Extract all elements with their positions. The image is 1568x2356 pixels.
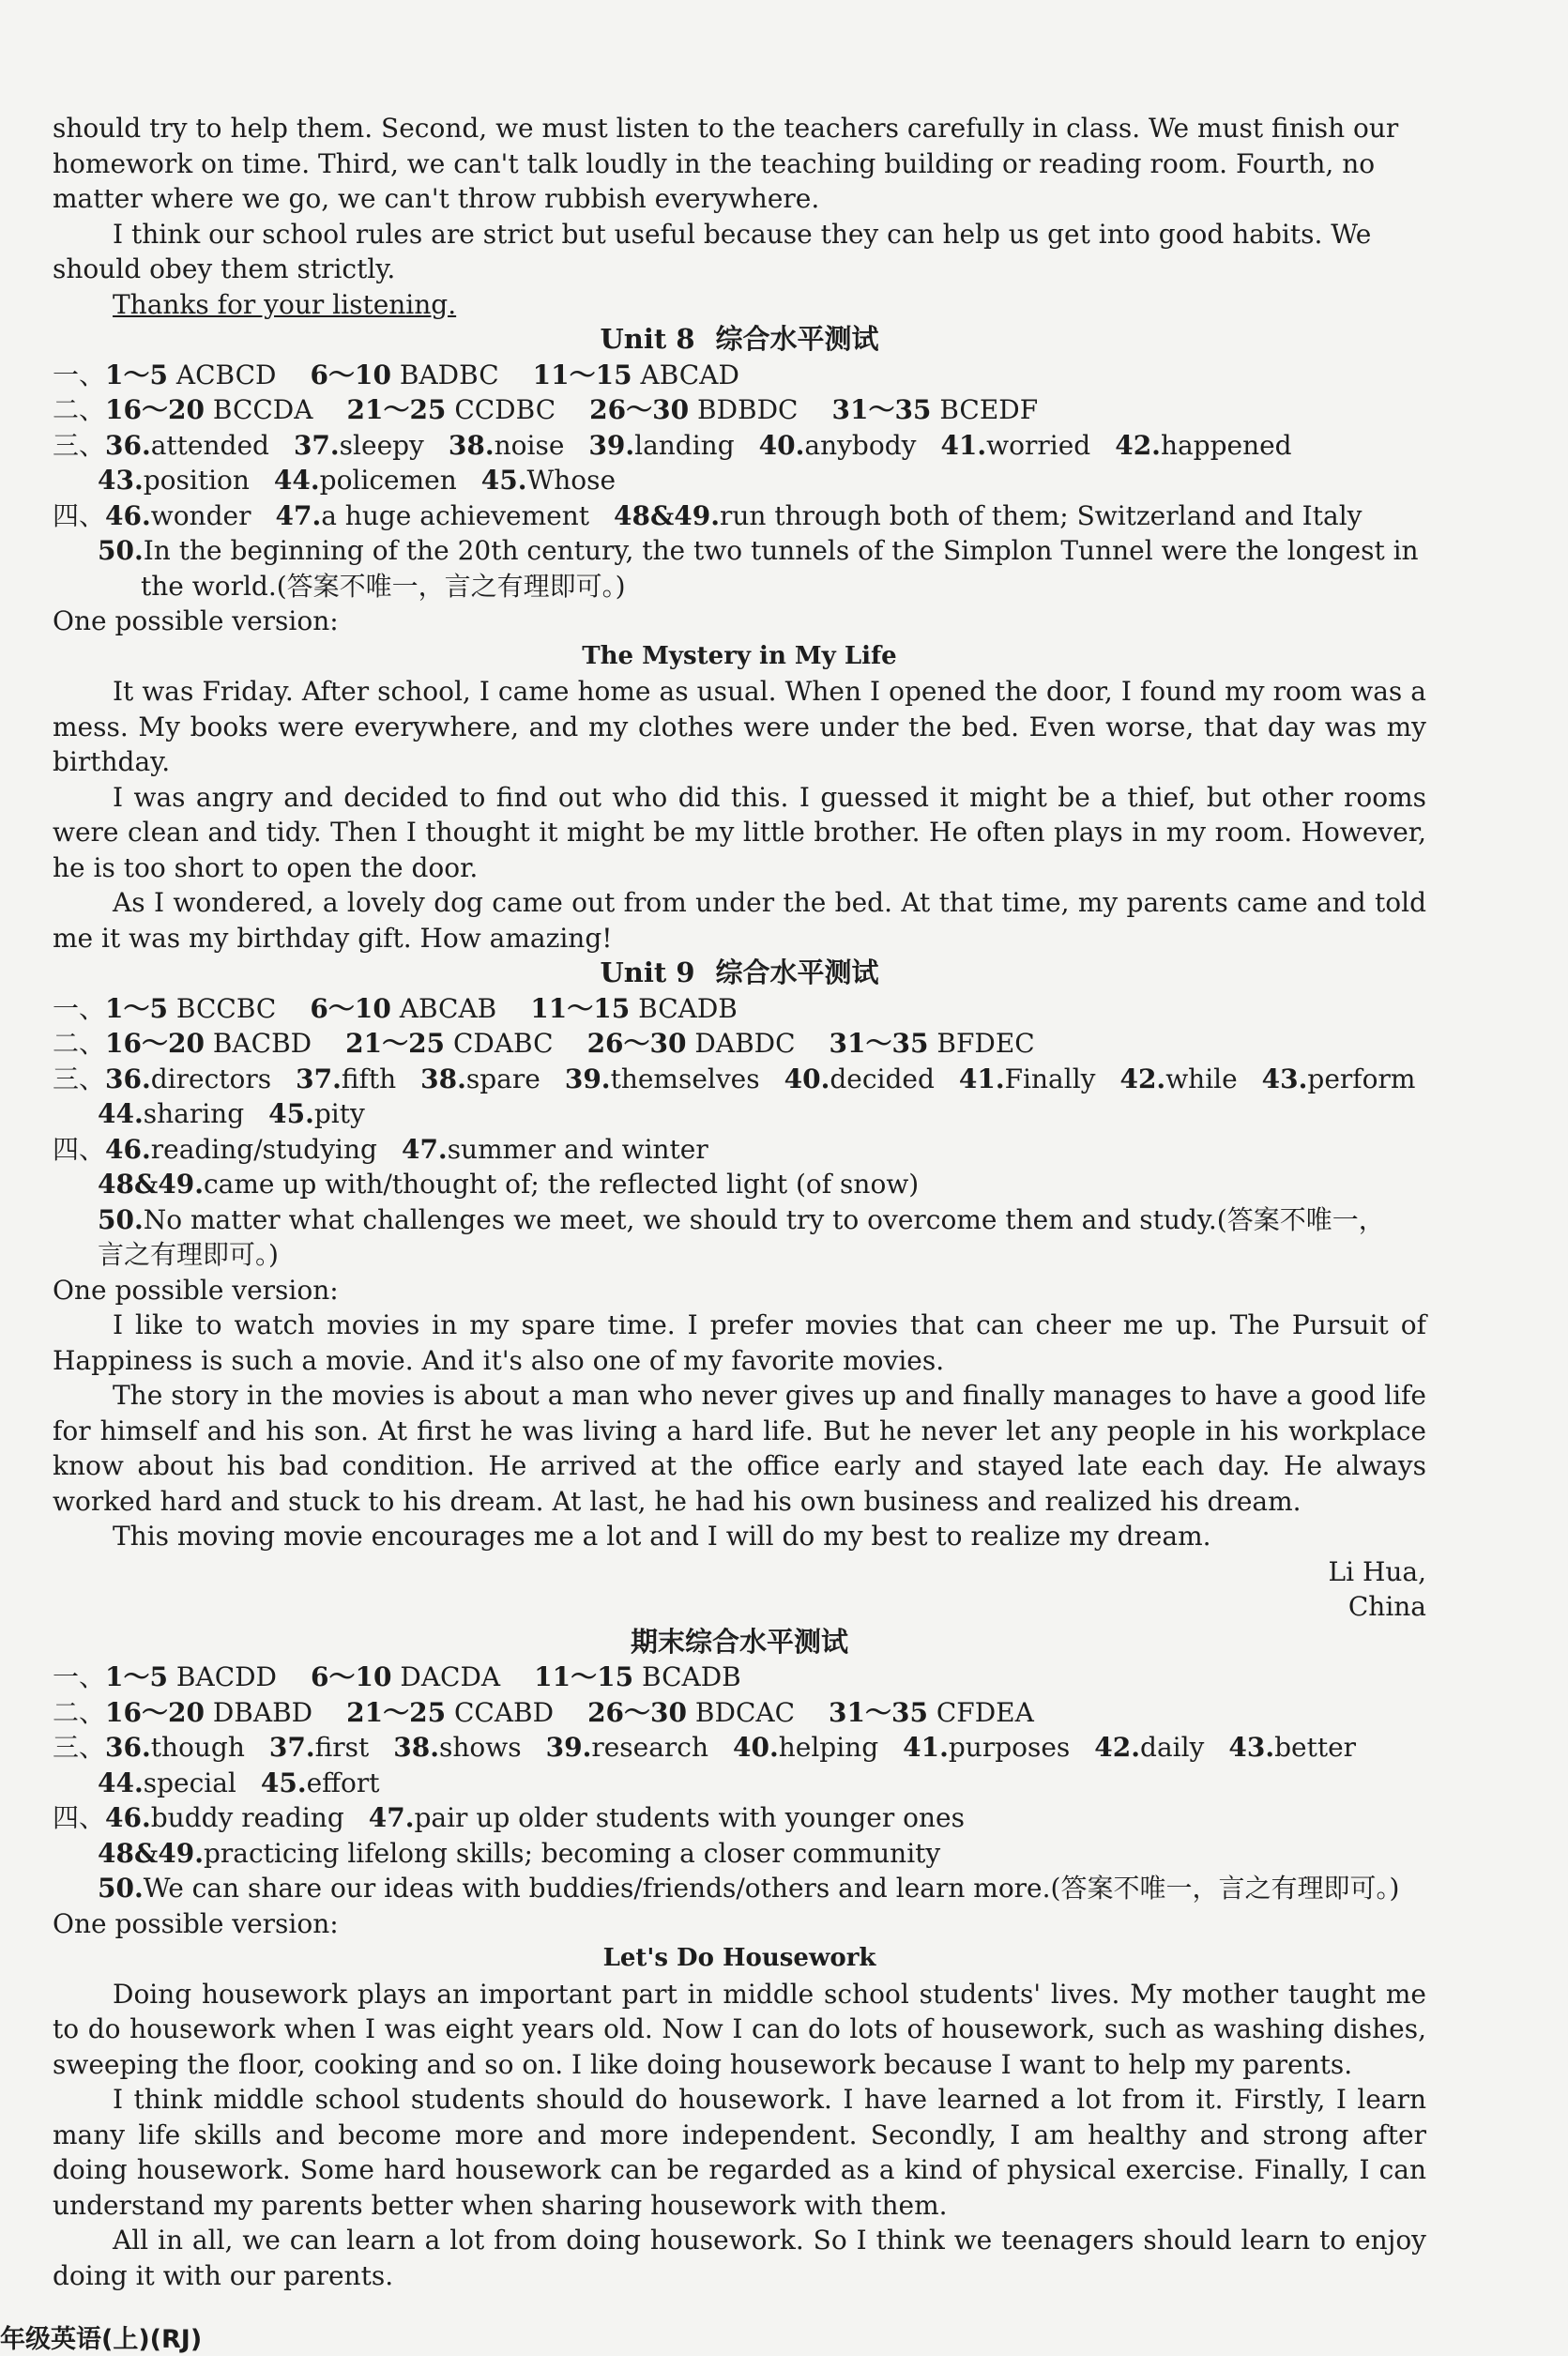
unit8-part1: 一、1～5 ACBCD 6～10 BADBC 11～15 ABCAD [53,359,739,390]
unit9-part4: 四、46.reading/studying 47.summer and winter [53,1133,708,1165]
intro-line: should obey them strictly. [53,253,396,284]
unit9-heading: Unit 9 综合水平测试 [600,956,879,988]
final-essay-paragraph: Doing housework plays an important part in middle school students' lives. My mother taught me to do housework when I was eight years old. Now I can do lots of housework, such as washing dishes, sweeping the floor, cooking and so on. I like doing housework because I want to help my parents. [53,1978,1426,2080]
unit8-essay-title: The Mystery in My Life [582,641,897,670]
intro-line: homework on time. Third, we can't talk loudly in the teaching building or reading room. Fourth, no [53,147,1376,179]
signature-name: Li Hua, [1328,1555,1426,1587]
final-part2: 二、16～20 DBABD 21～25 CCABD 26～30 BDCAC 31～35 CFDEA [53,1696,1034,1728]
unit8-essay-paragraph: As I wondered, a lovely dog came out from under the bed. At that time, my parents came and told me it was my birthday gift. How amazing! [53,887,1426,954]
intro-line: I think our school rules are strict but useful because they can help us get into good habits. We [113,218,1372,250]
unit8-part3-cont: 43.position 44.policemen 45.Whose [98,465,617,496]
final-essay-title: Let's Do Housework [602,1944,876,1972]
unit8-q50-cont: the world.(答案不唯一，言之有理即可。) [141,570,626,602]
final-part1: 一、1～5 BACDD 6～10 DACDA 11～15 BCADB [53,1661,741,1692]
final-q48-49: 48&49.practicing lifelong skills; becoming a closer community [98,1837,941,1869]
final-heading: 期末综合水平测试 [630,1625,848,1658]
final-part3: 三、36.though 37.first 38.shows 39.research 40.helping 41.purposes 42.daily 43.better [53,1732,1357,1763]
unit9-essay-paragraph: The story in the movies is about a man who never gives up and finally manages to have a good life for himself and his son. At first he was living a hard life. But he never let any people in his workplace know about his bad condition. He arrived at the office early and stayed late each day. He always worked hard and stuck to his dream. At last, he had his own business and realized his dream. [53,1380,1426,1517]
unit8-essay-paragraph: I was angry and decided to find out who did this. I guessed it might be a thief, but other rooms were clean and tidy. Then I thought it might be my little brother. He often plays in my room. However, he is too short to open the door. [53,781,1426,883]
unit9-q48-49: 48&49.came up with/thought of; the reflected light (of snow) [98,1169,920,1200]
final-version-label: One possible version: [53,1907,339,1939]
unit9-part2: 二、16～20 BACBD 21～25 CDABC 26～30 DABDC 31～35 BFDEC [53,1028,1035,1059]
final-part3-cont: 44.special 45.effort [98,1767,380,1798]
unit8-essay-paragraph: It was Friday. After school, I came home as usual. When I opened the door, I found my room was a mess. My books were everywhere, and my clothes were under the bed. Even worse, that day was my birthday. [53,676,1426,777]
unit9-q50: 50.No matter what challenges we meet, we should try to overcome them and study.(答案不唯一， [98,1203,1385,1235]
unit9-essay-paragraph: This moving movie encourages me a lot and I will do my best to realize my dream. [113,1521,1211,1552]
unit8-q50: 50.In the beginning of the 20th century, the two tunnels of the Simplon Tunnel were the longest in [98,535,1419,566]
unit9-part3: 三、36.directors 37.fifth 38.spare 39.themselves 40.decided 41.Finally 42.while 43.perform [53,1063,1416,1094]
unit8-part3: 三、36.attended 37.sleepy 38.noise 39.landing 40.anybody 41.worried 42.happened [53,429,1292,461]
final-part4: 四、46.buddy reading 47.pair up older students with younger ones [53,1802,965,1833]
unit8-part4: 四、46.wonder 47.a huge achievement 48&49.run through both of them; Switzerland and Italy [53,499,1362,531]
unit8-part2: 二、16～20 BCCDA 21～25 CCDBC 26～30 BDBDC 31～35 BCEDF [53,394,1039,425]
unit8-heading: Unit 8 综合水平测试 [600,323,879,355]
intro-line: should try to help them. Second, we must listen to the teachers carefully in class. We must finish our [53,113,1399,144]
unit9-part1: 一、1～5 BCCBC 6～10 ABCAB 11～15 BCADB [53,992,738,1024]
page-footer: 年级英语(上)(RJ) [0,2325,203,2354]
answer-key-page [53,111,1426,2293]
unit9-q50-cont: 言之有理即可。) [98,1239,279,1270]
unit9-part3-cont: 44.sharing 45.pity [98,1098,365,1129]
unit9-version-label: One possible version: [53,1274,339,1306]
unit8-version-label: One possible version: [53,605,339,636]
unit9-essay-paragraph: I like to watch movies in my spare time. I prefer movies that can cheer me up. The Pursuit of Happiness is such a movie. And it's also one of my favorite movies. [53,1309,1426,1376]
intro-thanks: Thanks for your listening. [113,288,457,320]
intro-line: matter where we go, we can't throw rubbish everywhere. [53,183,820,214]
final-q50: 50.We can share our ideas with buddies/friends/others and learn more.(答案不唯一，言之有理即可。) [98,1873,1400,1904]
final-essay-paragraph: I think middle school students should do housework. I have learned a lot from it. Firstly, I learn many life skills and become more and more independent. Secondly, I am healthy and strong after doing housework. Some hard housework can be regarded as a kind of physical exercise. Finally, I can understand my parents better when sharing housework with them. [53,2084,1426,2221]
signature-place: China [1347,1591,1426,1622]
final-essay-paragraph: All in all, we can learn a lot from doing housework. So I think we teenagers should learn to enjoy doing it with our parents. [53,2225,1426,2291]
